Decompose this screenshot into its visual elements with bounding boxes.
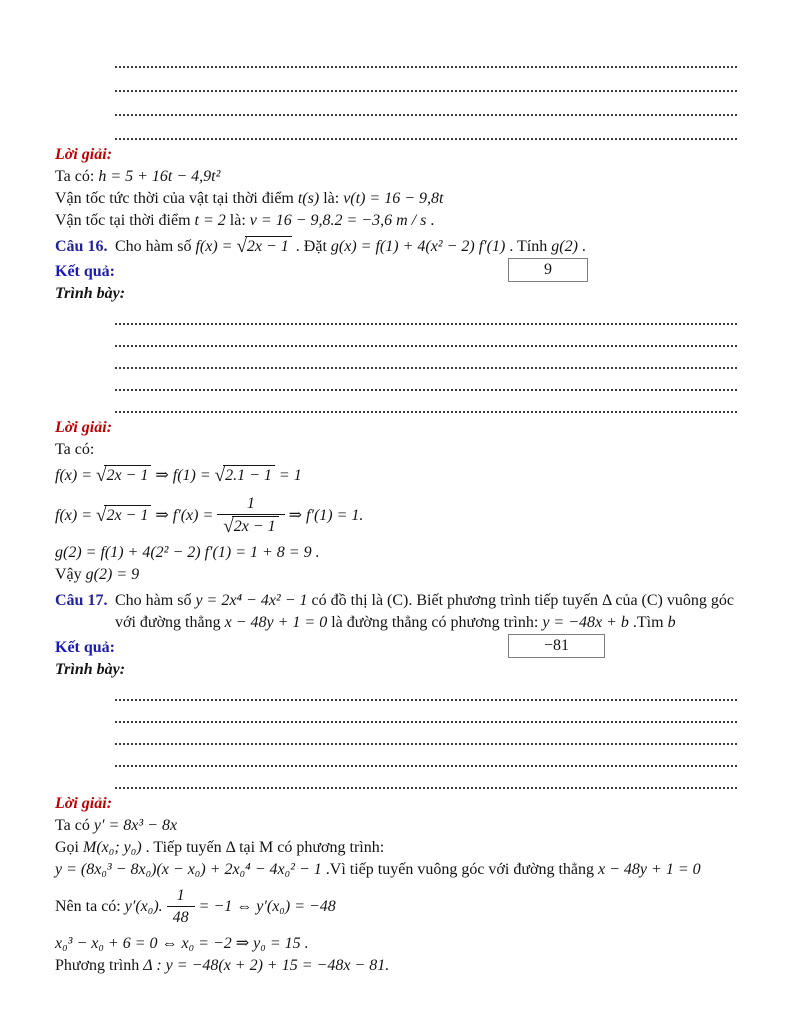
q17-solution-line-1 bbox=[55, 815, 737, 837]
text-segment: Nên ta có: bbox=[55, 898, 121, 915]
text-segment: .Vì tiếp tuyến vuông góc với đường thẳng bbox=[321, 861, 599, 878]
q17-solution-line-6 bbox=[55, 955, 737, 977]
fraction bbox=[167, 886, 195, 928]
prev-solution-line-3 bbox=[55, 210, 737, 232]
sqrt-expression bbox=[96, 503, 151, 529]
math-segment: v = 16 − 9,8.2 = −3,6 m / s bbox=[249, 212, 427, 229]
math-segment: h = 5 + 16t − 4,9t² bbox=[98, 168, 221, 185]
text-segment: . bbox=[577, 238, 586, 255]
dotted-answer-line[interactable] bbox=[115, 305, 737, 325]
dotted-answer-line[interactable] bbox=[115, 769, 737, 789]
math-segment: y′(x₀). bbox=[124, 898, 163, 915]
answer-value-q16: 9 bbox=[544, 261, 552, 278]
dotted-answer-line[interactable] bbox=[115, 70, 737, 92]
math-segment: x − 48y + 1 = 0 bbox=[224, 614, 328, 631]
math-segment: y = −48x + b bbox=[542, 614, 629, 631]
math-segment: x − 48y + 1 = 0 bbox=[598, 861, 701, 878]
answer-blank-lines-q16 bbox=[115, 305, 737, 413]
q17-solution-line-4 bbox=[55, 886, 737, 928]
math-segment: f(x) = bbox=[55, 467, 92, 484]
math-segment: = −1 ⇔ y′(x₀) = −48 bbox=[198, 898, 336, 915]
dotted-answer-line[interactable] bbox=[115, 327, 737, 347]
q17-solution-line-2 bbox=[55, 837, 737, 859]
fraction-denominator bbox=[217, 514, 284, 537]
text-segment: là: bbox=[319, 190, 344, 207]
fraction-denominator: 48 bbox=[167, 906, 195, 928]
text-segment: Vận tốc tức thời của vật tại thời điểm bbox=[55, 190, 298, 207]
math-segment: ⇒ f′(x) = bbox=[155, 506, 214, 524]
text-segment: . Đặt bbox=[291, 238, 331, 255]
radicand: 2x − 1 bbox=[232, 516, 279, 536]
prev-solution-line-2 bbox=[55, 188, 737, 210]
prev-solution-line-1 bbox=[55, 166, 737, 188]
result-row-q17 bbox=[55, 637, 737, 659]
answer-box-q17[interactable] bbox=[508, 634, 605, 658]
dotted-answer-line[interactable] bbox=[115, 371, 737, 391]
fraction bbox=[217, 494, 284, 537]
sqrt-radical-icon: √ bbox=[223, 516, 234, 537]
answer-box-q16[interactable] bbox=[508, 258, 588, 282]
math-segment: = 1 bbox=[278, 467, 302, 484]
text-segment: Cho hàm số bbox=[115, 592, 196, 609]
question-16-row bbox=[55, 236, 737, 258]
text-segment: Cho hàm số bbox=[115, 238, 196, 255]
math-segment: b bbox=[667, 614, 676, 631]
math-segment: t = 2 bbox=[194, 212, 226, 229]
sqrt-radical-icon: √ bbox=[96, 504, 107, 526]
dotted-answer-line[interactable] bbox=[115, 703, 737, 723]
text-segment: là đường thẳng có phương trình: bbox=[327, 614, 543, 631]
math-segment: f(x) = bbox=[195, 238, 237, 255]
math-segment: g(2) bbox=[551, 238, 578, 255]
sqrt-radical-icon: √ bbox=[96, 465, 107, 486]
q17-solution-line-5: x₀³ − x₀ + 6 = 0 ⇔ x₀ = −2 ⇒ y₀ = 15 . bbox=[55, 935, 309, 952]
text-segment: . bbox=[426, 212, 435, 229]
question-17-label: Câu 17. bbox=[55, 592, 108, 609]
trinhbay-label-q16: Trình bày: bbox=[55, 285, 126, 302]
question-17-text bbox=[115, 590, 737, 634]
math-segment: y = (8x₀³ − 8x₀)(x − x₀) + 2x₀⁴ − 4x₀² − 1 bbox=[55, 861, 322, 878]
math-segment: g(x) = f(1) + 4(x² − 2) f′(1) bbox=[330, 238, 506, 255]
math-segment: f(x) = bbox=[55, 506, 92, 524]
q17-solution-line-3 bbox=[55, 859, 737, 881]
math-segment: ⇒ f′(1) = 1. bbox=[288, 506, 364, 524]
loigiai-heading-q16: Lời giải: bbox=[55, 419, 113, 436]
ketqua-label-q17: Kết quả: bbox=[55, 639, 115, 656]
q16-solution-taco: Ta có: bbox=[55, 441, 95, 458]
answer-blank-lines-prev bbox=[115, 46, 737, 140]
sqrt-radical-icon: √ bbox=[214, 465, 226, 486]
sqrt-expression bbox=[223, 516, 278, 537]
q16-solution-line-4 bbox=[55, 564, 737, 586]
radicand: 2x − 1 bbox=[245, 236, 292, 256]
dotted-answer-line[interactable] bbox=[115, 349, 737, 369]
math-segment: y = 2x⁴ − 4x² − 1 bbox=[195, 592, 308, 609]
math-segment: ⇒ f(1) = bbox=[155, 467, 211, 484]
math-segment: y′ = 8x³ − 8x bbox=[93, 817, 178, 834]
text-segment: Ta có bbox=[55, 817, 94, 834]
answer-blank-lines-q17 bbox=[115, 681, 737, 789]
dotted-answer-line[interactable] bbox=[115, 681, 737, 701]
q16-solution-line-3: g(2) = f(1) + 4(2² − 2) f′(1) = 1 + 8 = 9 . bbox=[55, 544, 320, 561]
sqrt-expression bbox=[215, 463, 275, 489]
loigiai-heading-prev: Lời giải: bbox=[55, 146, 113, 163]
sqrt-radical-icon: √ bbox=[236, 236, 247, 257]
radicand: 2x − 1 bbox=[104, 465, 151, 485]
dotted-answer-line[interactable] bbox=[115, 46, 737, 68]
radicand: 2x − 1 bbox=[104, 505, 151, 525]
text-segment: là: bbox=[225, 212, 250, 229]
ketqua-label-q16: Kết quả: bbox=[55, 263, 115, 280]
q16-solution-line-2 bbox=[55, 494, 737, 537]
text-segment: Gọi bbox=[55, 839, 83, 856]
trinhbay-label-q17: Trình bày: bbox=[55, 661, 126, 678]
dotted-answer-line[interactable] bbox=[115, 725, 737, 745]
dotted-answer-line[interactable] bbox=[115, 94, 737, 116]
radicand: 2.1 − 1 bbox=[223, 465, 275, 485]
text-segment: Ta có: bbox=[55, 168, 99, 185]
math-segment: Δ : y = −48(x + 2) + 15 = −48x − 81. bbox=[143, 957, 390, 974]
math-segment: v(t) = 16 − 9,8t bbox=[343, 190, 444, 207]
sqrt-expression bbox=[236, 236, 291, 258]
text-segment: .Tìm bbox=[628, 614, 668, 631]
text-segment: Vậy bbox=[55, 566, 86, 583]
result-row-q16 bbox=[55, 261, 737, 283]
math-segment: g(2) = 9 bbox=[85, 566, 140, 583]
loigiai-heading-q17: Lời giải: bbox=[55, 795, 113, 812]
text-segment: . Tiếp tuyến Δ tại M có phương trình: bbox=[141, 839, 385, 856]
answer-value-q17: −81 bbox=[543, 637, 570, 654]
fraction-numerator: 1 bbox=[246, 495, 255, 512]
math-segment: M(x₀; y₀) bbox=[83, 839, 142, 856]
fraction-numerator: 1 bbox=[176, 887, 185, 904]
dotted-answer-line[interactable] bbox=[115, 747, 737, 767]
question-16-label: Câu 16. bbox=[55, 238, 108, 255]
dotted-answer-line[interactable] bbox=[115, 393, 737, 413]
text-segment: có đồ thị là (C). Biết phương trình tiếp tuyến Δ của (C) vuông góc với đường thẳng bbox=[115, 592, 734, 631]
sqrt-expression bbox=[96, 463, 151, 489]
math-segment: t(s) bbox=[297, 190, 320, 207]
question-17-row bbox=[55, 590, 737, 634]
text-segment: . Tính bbox=[505, 238, 552, 255]
text-segment: Vận tốc tại thời điểm bbox=[55, 212, 195, 229]
q16-solution-line-1 bbox=[55, 463, 737, 489]
dotted-answer-line[interactable] bbox=[115, 118, 737, 140]
text-segment: Phương trình bbox=[55, 957, 144, 974]
question-16-text bbox=[115, 236, 737, 258]
